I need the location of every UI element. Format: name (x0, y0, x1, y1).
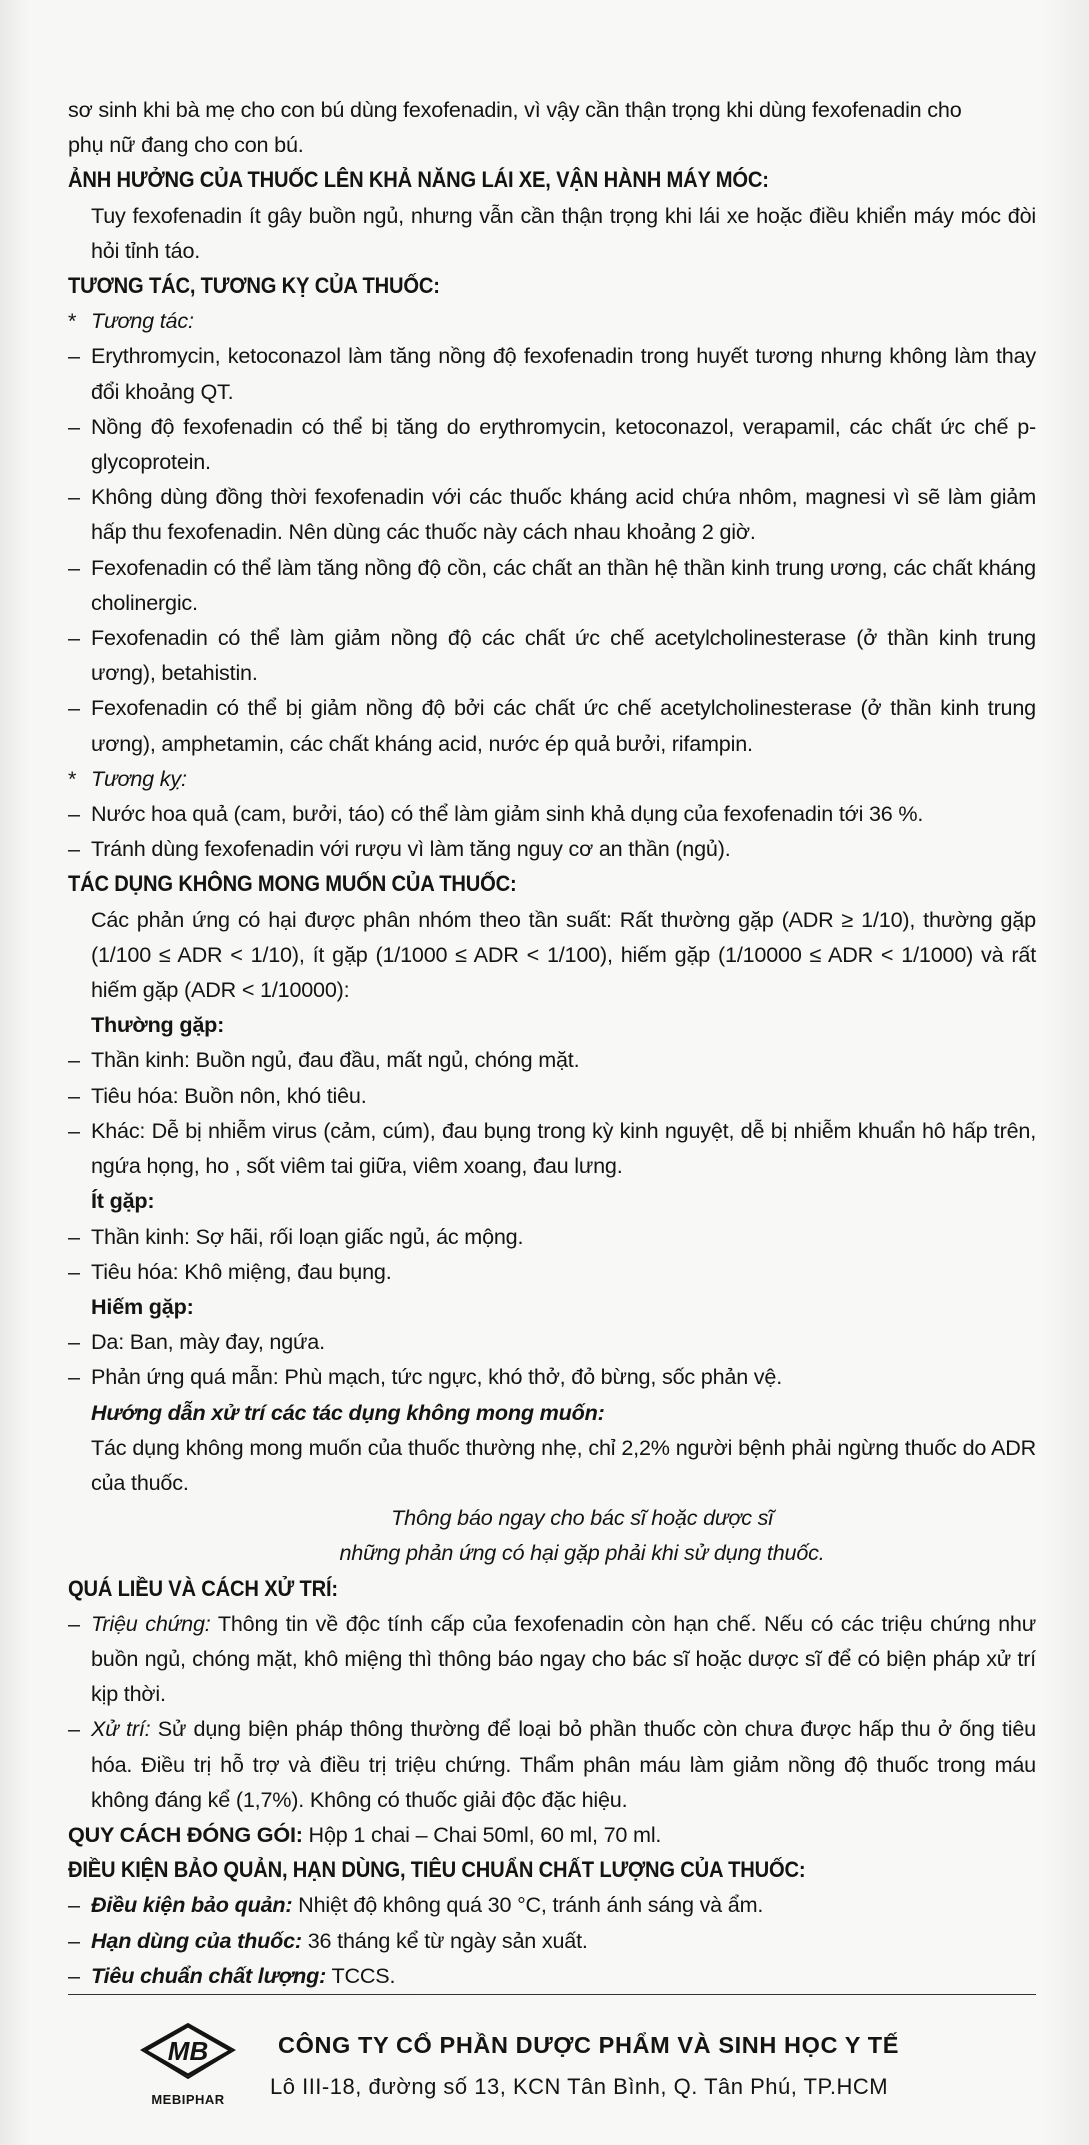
storage-item-text: 36 tháng kể từ ngày sản xuất. (301, 1927, 588, 1953)
incompat-item-text: Tránh dùng fexofenadin với rượu vì làm tăng nguy cơ an thần (ngủ). (91, 836, 731, 862)
rare-label: Hiếm gặp: (91, 1293, 194, 1319)
interaction-subheading (68, 303, 1036, 338)
rare-item-text: Phản ứng quá mẫn: Phù mạch, tức ngực, khó thở, đỏ bừng, sốc phản vệ. (91, 1364, 783, 1390)
rare-item (68, 1324, 1036, 1359)
packaging-text: Hộp 1 chai – Chai 50ml, 60 ml, 70 ml. (302, 1821, 662, 1847)
dash-bullet: – (68, 1223, 80, 1249)
common-item-text: Khác: Dễ bị nhiễm virus (cảm, cúm), đau bụng trong kỳ kinh nguyệt, dễ bị nhiễm khuẩn hô hấp trên, ngứa họng, ho , sốt viêm tai giữa, viêm xoang, đau lưng. (91, 1117, 1036, 1179)
dash-bullet: – (68, 1329, 80, 1355)
uncommon-item (68, 1219, 1036, 1254)
storage-item-label: Điều kiện bảo quản: (91, 1892, 293, 1918)
incompat-label: Tương kỵ: (91, 765, 187, 791)
storage-item-label: Hạn dùng của thuốc: (91, 1927, 302, 1953)
common-item-text: Thần kinh: Buồn ngủ, đau đầu, mất ngủ, chóng mặt. (91, 1047, 580, 1073)
dash-bullet: – (68, 1082, 80, 1108)
interaction-item (68, 479, 1036, 549)
notice-line-1: Thông báo ngay cho bác sĩ hoặc dược sĩ (391, 1505, 773, 1531)
dash-bullet: – (68, 836, 80, 862)
star-bullet: * (68, 765, 77, 791)
interaction-label: Tương tác: (91, 308, 194, 334)
interaction-item (68, 690, 1036, 760)
common-item (68, 1042, 1036, 1077)
dash-bullet: – (68, 1892, 80, 1918)
dash-bullet: – (68, 484, 80, 510)
packaging-line (68, 1817, 1036, 1852)
incompat-item (68, 796, 1036, 831)
storage-item-text: Nhiệt độ không quá 30 °C, tránh ánh sáng và ẩm. (292, 1892, 764, 1918)
svg-text:MB: MB (167, 2036, 209, 2066)
dash-bullet: – (68, 1716, 80, 1742)
uncommon-label: Ít gặp: (91, 1188, 155, 1214)
rare-item-text: Da: Ban, mày đay, ngứa. (91, 1329, 325, 1355)
guidance-label: Hướng dẫn xử trí các tác dụng không mong muốn: (91, 1399, 605, 1425)
storage-heading: ĐIỀU KIỆN BẢO QUẢN, HẠN DÙNG, TIÊU CHUẨN CHẤT LƯỢNG CỦA THUỐC: (68, 1857, 806, 1883)
dash-bullet: – (68, 1117, 80, 1143)
interaction-item (68, 550, 1036, 620)
interaction-item-text: Không dùng đồng thời fexofenadin với các thuốc kháng acid chứa nhôm, magnesi vì sẽ làm giảm hấp thu fexofenadin. Nên dùng các thuốc này cách nhau khoảng 2 giờ. (91, 484, 1036, 545)
dash-bullet: – (68, 413, 80, 439)
leaflet-content (68, 92, 1036, 1993)
dash-bullet: – (68, 343, 80, 369)
mebiphar-logo-icon (118, 2022, 258, 2122)
uncommon-item (68, 1254, 1036, 1289)
interaction-item (68, 338, 1036, 408)
uncommon-item-text: Thần kinh: Sợ hãi, rối loạn giấc ngủ, ác mộng. (91, 1223, 524, 1249)
overdose-item-text: Thông tin về độc tính cấp của fexofenadin còn hạn chế. Nếu có các triệu chứng như buồn ngủ, chóng mặt, khô miệng thì thông báo ngay cho bác sĩ hoặc dược sĩ để có biện pháp xử trí kịp thời. (91, 1610, 1036, 1707)
adverse-heading: TÁC DỤNG KHÔNG MONG MUỐN CỦA THUỐC: (68, 871, 517, 897)
common-item-text: Tiêu hóa: Buồn nôn, khó tiêu. (91, 1082, 367, 1108)
interaction-item (68, 409, 1036, 479)
overdose-item (68, 1711, 1036, 1817)
guidance-text: Tác dụng không mong muốn của thuốc thường nhẹ, chỉ 2,2% người bệnh phải ngừng thuốc do ADR của thuốc. (91, 1434, 1036, 1495)
notice-line-2: những phản ứng có hại gặp phải khi sử dụng thuốc. (339, 1540, 825, 1566)
adverse-intro: Các phản ứng có hại được phân nhóm theo tần suất: Rất thường gặp (ADR ≥ 1/10), thường gặp (1/100 ≤ ADR < 1/10), ít gặp (1/1000 ≤ ADR < 1/100), hiếm gặp (1/10000 ≤ ADR < 1/1000) và rất hiếm gặp (ADR < 1/10000): (91, 906, 1036, 1003)
dash-bullet: – (68, 1927, 80, 1953)
interaction-item-text: Erythromycin, ketoconazol làm tăng nồng độ fexofenadin trong huyết tương nhưng không làm thay đổi khoảng QT. (91, 343, 1036, 404)
storage-item (68, 1887, 1036, 1922)
star-bullet: * (68, 308, 77, 334)
dash-bullet: – (68, 695, 80, 721)
dash-bullet: – (68, 625, 80, 651)
storage-item-text: TCCS. (326, 1962, 396, 1988)
footer (118, 2022, 1018, 2122)
interaction-item-text: Nồng độ fexofenadin có thể bị tăng do erythromycin, ketoconazol, verapamil, các chất ức chế p-glycoprotein. (91, 413, 1036, 475)
intro-line-1: sơ sinh khi bà mẹ cho con bú dùng fexofenadin, vì vậy cần thận trọng khi dùng fexofenadin cho (68, 97, 962, 122)
dash-bullet: – (68, 1962, 80, 1988)
storage-item (68, 1958, 1036, 1993)
company-address: Lô III-18, đường số 13, KCN Tân Bình, Q. Tân Phú, TP.HCM (270, 2074, 889, 2099)
dash-bullet: – (68, 1610, 80, 1636)
storage-item-label: Tiêu chuẩn chất lượng: (91, 1962, 327, 1988)
incompat-item-text: Nước hoa quả (cam, bưởi, táo) có thể làm giảm sinh khả dụng của fexofenadin tới 36 %. (91, 801, 924, 827)
incompat-item (68, 831, 1036, 866)
rare-item (68, 1359, 1036, 1394)
interaction-item-text: Fexofenadin có thể làm giảm nồng độ các chất ức chế acetylcholinesterase (ở thần kinh trung ương), betahistin. (91, 625, 1036, 686)
footer-divider (68, 1994, 1036, 1995)
interaction-item-text: Fexofenadin có thể làm tăng nồng độ cồn, các chất an thần hệ thần kinh trung ương, các chất kháng cholinergic. (91, 554, 1036, 615)
driving-heading: ẢNH HƯỞNG CỦA THUỐC LÊN KHẢ NĂNG LÁI XE, VẬN HÀNH MÁY MÓC: (68, 167, 769, 193)
interaction-item (68, 620, 1036, 690)
common-label: Thường gặp: (91, 1012, 225, 1038)
incompat-subheading (68, 761, 1036, 796)
driving-text: Tuy fexofenadin ít gây buồn ngủ, nhưng vẫn cần thận trọng khi lái xe hoặc điều khiển máy móc đòi hỏi tỉnh táo. (91, 202, 1036, 263)
common-item (68, 1113, 1036, 1183)
dash-bullet: – (68, 1258, 80, 1284)
interaction-item-text: Fexofenadin có thể bị giảm nồng độ bởi các chất ức chế acetylcholinesterase (ở thần kinh trung ương), amphetamin, các chất kháng acid, nước ép quả bưởi, rifampin. (91, 695, 1036, 756)
intro-line-2: phụ nữ đang cho con bú. (68, 132, 304, 158)
overdose-item (68, 1606, 1036, 1712)
overdose-heading: QUÁ LIỀU VÀ CÁCH XỬ TRÍ: (68, 1575, 338, 1601)
dash-bullet: – (68, 1364, 80, 1390)
logo-text: MEBIPHAR (151, 2092, 225, 2107)
interactions-heading: TƯƠNG TÁC, TƯƠNG KỴ CỦA THUỐC: (68, 273, 440, 299)
common-item (68, 1078, 1036, 1113)
dash-bullet: – (68, 554, 80, 580)
packaging-label: QUY CÁCH ĐÓNG GÓI: (68, 1821, 303, 1847)
dash-bullet: – (68, 801, 80, 827)
storage-item (68, 1923, 1036, 1958)
overdose-item-label: Triệu chứng: (91, 1610, 211, 1636)
overdose-item-label: Xử trí: (91, 1716, 151, 1742)
overdose-item-text: Sử dụng biện pháp thông thường để loại bỏ phần thuốc còn chưa được hấp thu ở ống tiêu hóa. Điều trị hỗ trợ và điều trị triệu chứng. Thẩm phân máu làm giảm nồng độ thuốc trong máu không đáng kể (1,7%). Không có thuốc giải độc đặc hiệu. (91, 1716, 1036, 1812)
uncommon-item-text: Tiêu hóa: Khô miệng, đau bụng. (91, 1258, 392, 1284)
company-name: CÔNG TY CỔ PHẦN DƯỢC PHẨM VÀ SINH HỌC Y TẾ (278, 2032, 899, 2058)
dash-bullet: – (68, 1047, 80, 1073)
